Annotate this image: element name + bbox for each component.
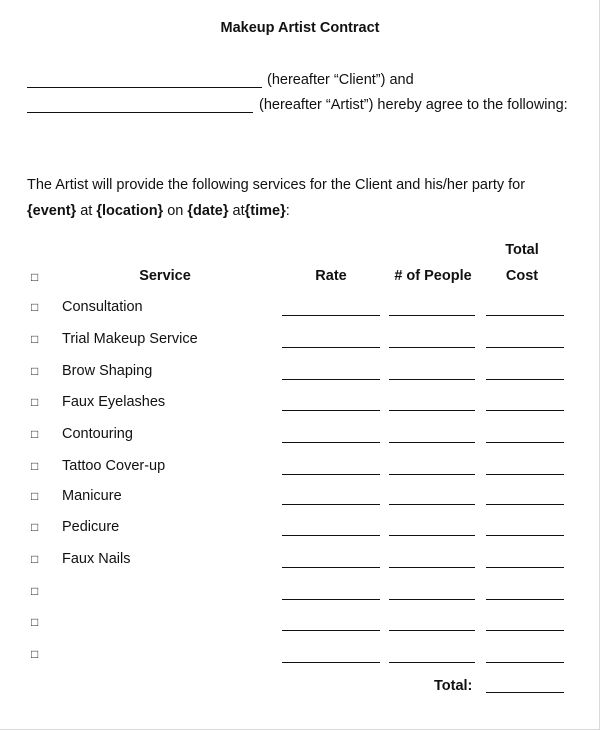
artist-name-blank[interactable] [27,112,253,113]
people-blank[interactable] [389,379,475,380]
header-service: Service [139,268,191,284]
service-name: Trial Makeup Service [62,331,198,347]
bullet-icon: □ [31,427,39,441]
time-field: {time} [244,203,286,219]
on-text: on [167,203,184,219]
bullet-icon: □ [31,584,39,598]
bullet-icon: □ [31,520,39,534]
service-name: Tattoo Cover-up [62,458,166,474]
cost-blank[interactable] [486,347,564,348]
service-name: Brow Shaping [62,363,153,379]
total-blank[interactable] [486,692,564,693]
people-blank[interactable] [389,410,475,411]
people-blank[interactable] [389,474,475,475]
cost-blank[interactable] [486,442,564,443]
people-blank[interactable] [389,630,475,631]
service-name: Manicure [62,488,122,504]
bullet-icon: □ [31,489,39,503]
bullet-icon: □ [31,332,39,346]
header-people: # of People [394,268,472,284]
client-name-blank[interactable] [27,87,262,88]
bullet-icon: □ [31,615,39,629]
colon-text: : [285,203,290,219]
cost-blank[interactable] [486,662,564,663]
at-text-2: at [232,203,245,219]
rate-blank[interactable] [282,630,380,631]
event-details-line [27,203,290,219]
cost-blank[interactable] [486,504,564,505]
people-blank[interactable] [389,442,475,443]
people-blank[interactable] [389,599,475,600]
cost-blank[interactable] [486,474,564,475]
rate-blank[interactable] [282,410,380,411]
rate-blank[interactable] [282,379,380,380]
artist-line-text: (hereafter “Artist”) hereby agree to the following: [259,97,568,113]
bullet-icon: □ [31,364,39,378]
header-rate: Rate [315,268,347,284]
header-total: Total [505,242,539,258]
rate-blank[interactable] [282,442,380,443]
service-name: Consultation [62,299,143,315]
cost-blank[interactable] [486,599,564,600]
rate-blank[interactable] [282,474,380,475]
service-name: Pedicure [62,519,120,535]
cost-blank[interactable] [486,630,564,631]
cost-blank[interactable] [486,410,564,411]
date-field: {date} [187,203,229,219]
cost-blank[interactable] [486,567,564,568]
people-blank[interactable] [389,662,475,663]
rate-blank[interactable] [282,347,380,348]
people-blank[interactable] [389,504,475,505]
bullet-icon: □ [31,552,39,566]
rate-blank[interactable] [282,535,380,536]
location-field: {location} [96,203,164,219]
bullet-icon: □ [31,647,39,661]
cost-blank[interactable] [486,379,564,380]
people-blank[interactable] [389,347,475,348]
service-name: Faux Eyelashes [62,394,166,410]
header-cost: Cost [505,268,539,284]
rate-blank[interactable] [282,599,380,600]
event-field: {event} [27,203,77,219]
intro-text: The Artist will provide the following services for the Client and his/her party for [27,177,526,193]
rate-blank[interactable] [282,315,380,316]
people-blank[interactable] [389,567,475,568]
document-title: Makeup Artist Contract [220,20,380,36]
bullet-icon: □ [31,459,39,473]
cost-blank[interactable] [486,315,564,316]
bullet-icon: □ [31,395,39,409]
service-name: Contouring [62,426,133,442]
rate-blank[interactable] [282,504,380,505]
client-line-text: (hereafter “Client”) and [267,72,414,88]
total-label: Total: [434,678,473,694]
people-blank[interactable] [389,535,475,536]
cost-blank[interactable] [486,535,564,536]
service-name: Faux Nails [62,551,131,567]
bullet-icon: □ [31,300,39,314]
at-text: at [80,203,93,219]
bullet-icon: □ [31,270,39,284]
rate-blank[interactable] [282,567,380,568]
people-blank[interactable] [389,315,475,316]
rate-blank[interactable] [282,662,380,663]
